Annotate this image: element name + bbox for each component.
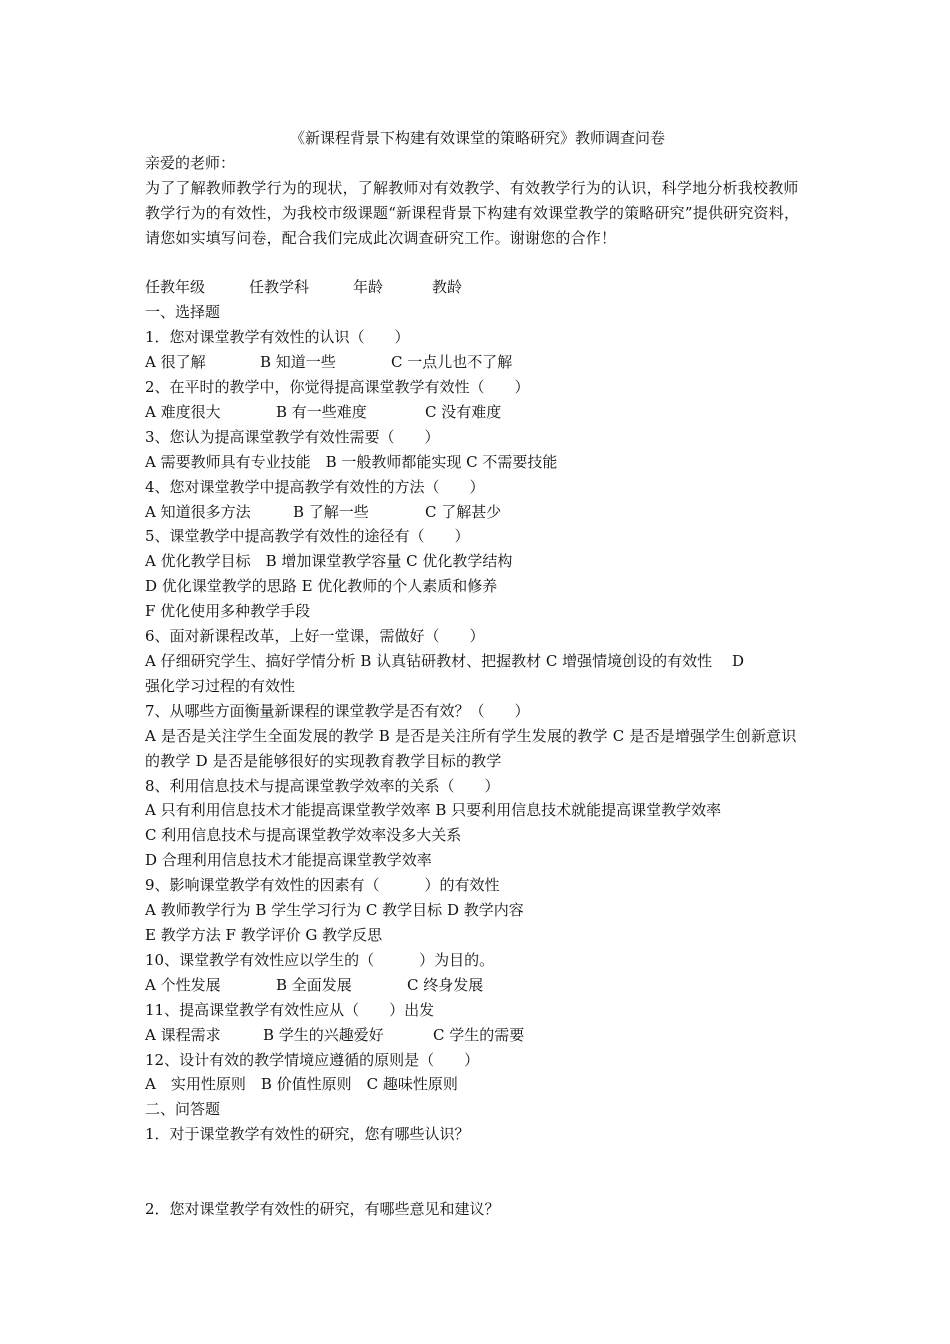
section-title-qa: 二、问答题 [145,1100,221,1119]
question-11: 11、提高课堂教学有效性应从（ ）出发 [145,1000,435,1019]
greeting: 亲爱的老师： [145,153,236,172]
question-5-options-line-3: F 优化使用多种教学手段 [145,602,311,621]
question-5: 5、课堂教学中提高教学有效性的途径有（ ） [145,527,470,546]
question-8-options-line-3: D 合理利用信息技术才能提高课堂教学效率 [145,851,432,870]
question-4: 4、您对课堂教学中提高教学有效性的方法（ ） [145,477,485,496]
question-9-options-line-2: E 教学方法 F 教学评价 G 教学反思 [145,925,383,944]
section-title-choice: 一、选择题 [145,303,221,322]
option: A 个性发展 [145,975,221,994]
question-7-options: A 是否是关注学生全面发展的教学 B 是否是关注所有学生发展的教学 C 是否是增强学生创新意识的教学 D 是否是能够很好的实现教育教学目标的教学 [145,726,797,770]
option: A 很了解 [145,353,206,372]
option: C 没有难度 [425,402,502,421]
question-7: 7、从哪些方面衡量新课程的课堂教学是否有效？（ ） [145,701,530,720]
option: A 课程需求 [145,1025,221,1044]
question-4-options [145,500,810,525]
option: B 全面发展 [276,975,352,994]
option: A 难度很大 [145,402,221,421]
info-field-age: 年龄 [353,278,384,297]
question-3-options: A 需要教师具有专业技能 B 一般教师都能实现 C 不需要技能 [145,452,558,471]
option: C 了解甚少 [425,502,502,521]
question-12-options: A 实用性原则 B 价值性原则 C 趣味性原则 [145,1075,458,1094]
question-9-options-line-1: A 教师教学行为 B 学生学习行为 C 教学目标 D 教学内容 [145,901,524,920]
question-8-options-line-2: C 利用信息技术与提高课堂教学效率没多大关系 [145,826,462,845]
question-9: 9、影响课堂教学有效性的因素有（ ）的有效性 [145,876,500,895]
option: B 了解一些 [293,502,369,521]
option: B 学生的兴趣爱好 [263,1025,384,1044]
question-1-options [145,350,810,375]
blank-line [145,251,810,276]
info-field-subject: 任教学科 [249,278,310,297]
answer-space [145,1147,810,1197]
question-12: 12、设计有效的教学情境应遵循的原则是（ ） [145,1050,480,1069]
question-6-options-line-1: A 仔细研究学生、搞好学情分析 B 认真钻研教材、把握教材 C 增强情境创设的有效性 D [145,652,744,671]
option: C 终身发展 [407,975,484,994]
respondent-info-row [145,275,810,300]
intro-paragraph: 为了了解教师教学行为的现状，了解教师对有效教学、有效教学行为的认识，科学地分析我校教师教学行为的有效性，为我校市级课题“新课程背景下构建有效课堂教学的策略研究”提供研究资料，请您如实填写问卷，配合我们完成此次调查研究工作。谢谢您的合作！ [145,178,800,247]
question-8: 8、利用信息技术与提高课堂教学效率的关系（ ） [145,776,500,795]
question-8-options-line-1: A 只有利用信息技术才能提高课堂教学效率 B 只要利用信息技术就能提高课堂教学效率 [145,801,722,820]
qa-question-1: 1．对于课堂教学有效性的研究，您有哪些认识？ [145,1125,470,1144]
option: B 有一些难度 [276,402,367,421]
question-10: 10、课堂教学有效性应以学生的（ ）为目的。 [145,950,495,969]
info-field-grade: 任教年级 [145,278,206,297]
question-6: 6、面对新课程改革，上好一堂课，需做好（ ） [145,627,485,646]
question-3: 3、您认为提高课堂教学有效性需要（ ） [145,427,440,446]
qa-question-2: 2．您对课堂教学有效性的研究，有哪些意见和建议？ [145,1200,500,1219]
option: C 学生的需要 [433,1025,525,1044]
question-11-options [145,1023,810,1048]
question-2: 2、在平时的教学中，你觉得提高课堂教学有效性（ ） [145,378,530,397]
question-5-options-line-1: A 优化教学目标 B 增加课堂教学容量 C 优化教学结构 [145,552,513,571]
option: B 知道一些 [260,353,336,372]
option: A 知道很多方法 [145,502,251,521]
document-title: 《新课程背景下构建有效课堂的策略研究》教师调查问卷 [289,129,665,147]
info-field-teaching-years: 教龄 [432,278,463,297]
question-10-options [145,973,810,998]
question-6-options-line-2: 强化学习过程的有效性 [145,676,296,695]
option: C 一点儿也不了解 [391,353,513,372]
question-5-options-line-2: D 优化课堂教学的思路 E 优化教师的个人素质和修养 [145,577,498,596]
document-body [145,126,810,1222]
question-1: 1．您对课堂教学有效性的认识（ ） [145,328,410,347]
question-2-options [145,400,810,425]
